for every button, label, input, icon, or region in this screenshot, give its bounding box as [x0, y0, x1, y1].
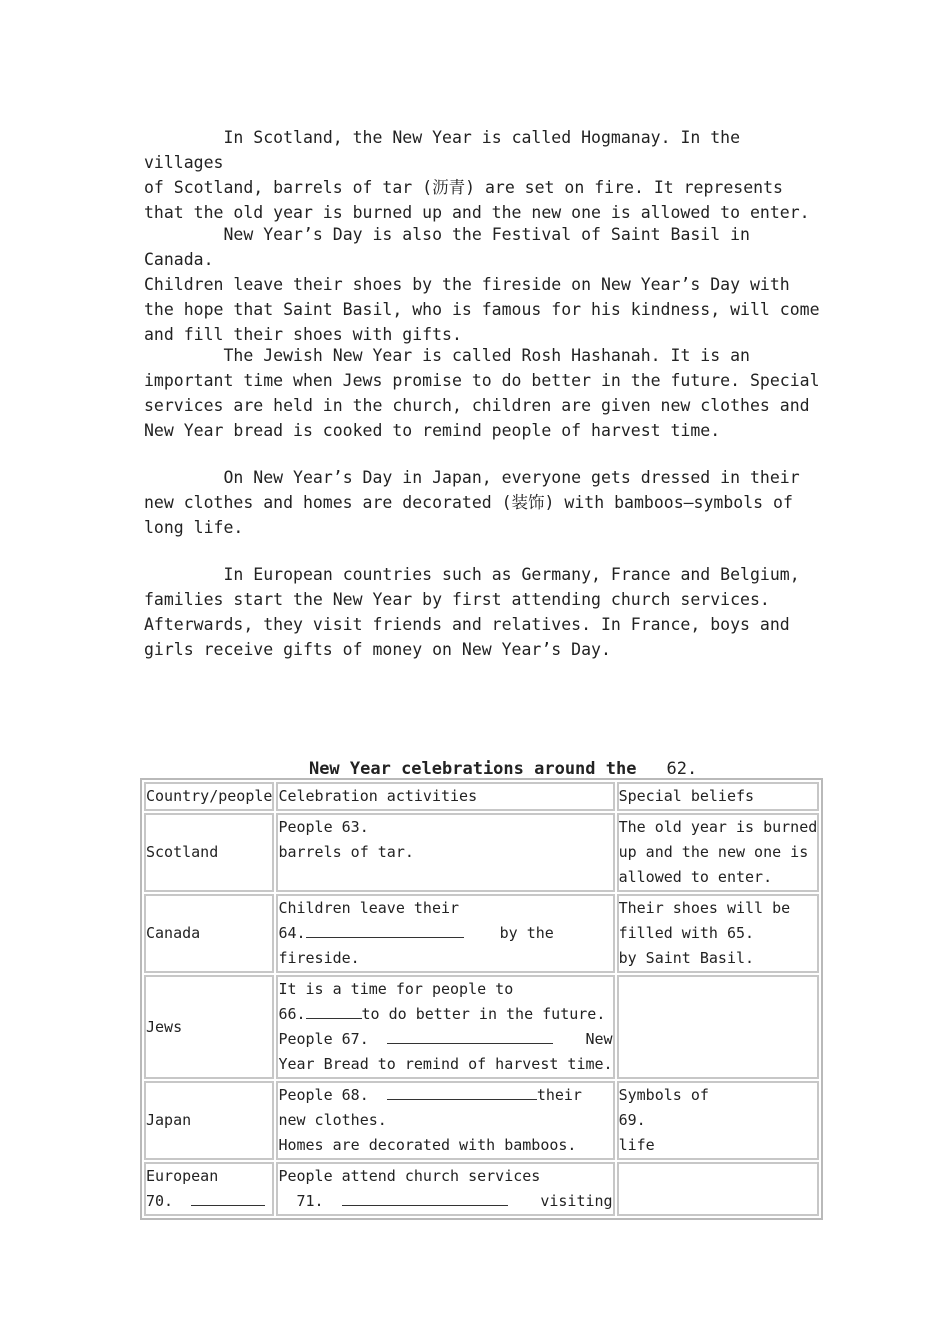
text-line: life: [618, 1136, 655, 1154]
blank-number: 71.: [296, 1192, 324, 1210]
cell-country: [144, 1162, 274, 1216]
blank-number: People 68.: [278, 1086, 369, 1104]
text-line: [278, 1027, 612, 1052]
blank-number: 70.: [146, 1192, 174, 1210]
text-line: [278, 921, 612, 946]
paragraph-canada: New Year’s Day is also the Festival of Saint Basil in Canada. Children leave their shoes by the fireside on New Year’s Day with the hope that Saint Basil, who is famous for his kindness, will come and fill their shoes with gifts.: [144, 225, 820, 344]
text-line: Their shoes will be: [618, 899, 791, 917]
text-line: European: [146, 1167, 219, 1185]
cell-activities: [276, 1162, 614, 1216]
text-line: [278, 1083, 612, 1108]
header-beliefs: Special beliefs: [617, 782, 820, 811]
cell-beliefs: [617, 1162, 820, 1216]
text-line: People attend church services: [278, 1167, 541, 1185]
paragraph-jewish: The Jewish New Year is called Rosh Hashanah. It is an important time when Jews promise to do better in the future. Special services are held in the church, children are given new clothes and New Year bread is cooked to remind people of harvest time.: [144, 346, 820, 440]
cell-beliefs: [617, 1081, 820, 1160]
blank-number: 64.: [278, 924, 306, 942]
cell-country: Jews: [144, 975, 274, 1079]
text-line: Year Bread to remind of harvest time.: [278, 1055, 613, 1073]
cell-country: Japan: [144, 1081, 274, 1160]
text-fragment: by the: [499, 924, 554, 942]
text-line: by Saint Basil.: [618, 949, 755, 967]
table-title-text: New Year celebrations around the: [308, 759, 637, 779]
cell-country: Scotland: [144, 813, 274, 892]
celebrations-table: [140, 778, 823, 1220]
cell-country: Canada: [144, 894, 274, 973]
text-line: [146, 1189, 272, 1214]
answer-blank-64[interactable]: [306, 921, 464, 938]
text-fragment: visiting: [540, 1192, 613, 1210]
text-line: [278, 1189, 612, 1214]
text-fragment: their: [536, 1086, 582, 1104]
paragraph-japan: On New Year’s Day in Japan, everyone gets dressed in their new clothes and homes are decorated (装饰) with bamboos—symbols of long life.: [144, 468, 800, 537]
blank-number: People 67.: [278, 1030, 369, 1048]
text-line: fireside.: [278, 949, 360, 967]
blank-number: 66.: [278, 1005, 306, 1023]
text-line: [278, 865, 612, 890]
text-line: new clothes.: [278, 1111, 387, 1129]
text-fragment: [278, 1189, 507, 1214]
text-line: 69.: [618, 1111, 646, 1129]
cell-activities: [276, 894, 614, 973]
table-header-row: [144, 782, 819, 811]
cell-beliefs: [617, 975, 820, 1079]
text-line: [278, 1002, 612, 1027]
text-line: Homes are decorated with bamboos.: [278, 1136, 577, 1154]
answer-blank-67[interactable]: [387, 1027, 553, 1044]
cell-beliefs: [617, 894, 820, 973]
paragraph-european: In European countries such as Germany, France and Belgium, families start the New Year by first attending church services. Afterwards, they visit friends and relatives. In France, boys and girls receive gifts of money on New Year’s Day.: [144, 565, 800, 659]
answer-blank-71[interactable]: [342, 1189, 508, 1206]
header-activities: Celebration activities: [276, 782, 614, 811]
text-line: Children leave their: [278, 899, 460, 917]
table-row-jews: [144, 975, 819, 1079]
cell-activities: [276, 975, 614, 1079]
text-line: People 63.: [278, 818, 369, 836]
text-fragment: [278, 1027, 552, 1052]
text-line: barrels of tar.: [278, 843, 414, 861]
cell-activities: [276, 1081, 614, 1160]
answer-blank-68[interactable]: [387, 1083, 537, 1100]
answer-blank-66[interactable]: [306, 1002, 362, 1019]
table-row-scotland: [144, 813, 819, 892]
text-fragment: to do better in the future.: [361, 1005, 606, 1023]
text-line: up and the new one is: [618, 843, 809, 861]
text-fragment: New: [585, 1030, 613, 1048]
answer-blank-70[interactable]: [191, 1189, 265, 1206]
table-row-canada: [144, 894, 819, 973]
cell-activities: [276, 813, 614, 892]
blank-62: 62.: [666, 759, 698, 779]
table-row-european: [144, 1162, 819, 1216]
text-line: Symbols of: [618, 1086, 709, 1104]
text-line: It is a time for people to: [278, 980, 514, 998]
text-line: allowed to enter.: [618, 868, 773, 886]
header-country: Country/people: [144, 782, 274, 811]
paragraph-scotland: In Scotland, the New Year is called Hogmanay. In the villages of Scotland, barrels of tar (沥青) are set on fire. It represents that the old year is burned up and the new one is allowed to enter.: [144, 128, 810, 222]
cell-beliefs: [617, 813, 820, 892]
table-row-japan: [144, 1081, 819, 1160]
text-line: filled with 65.: [618, 924, 755, 942]
text-line: The old year is burned: [618, 818, 818, 836]
